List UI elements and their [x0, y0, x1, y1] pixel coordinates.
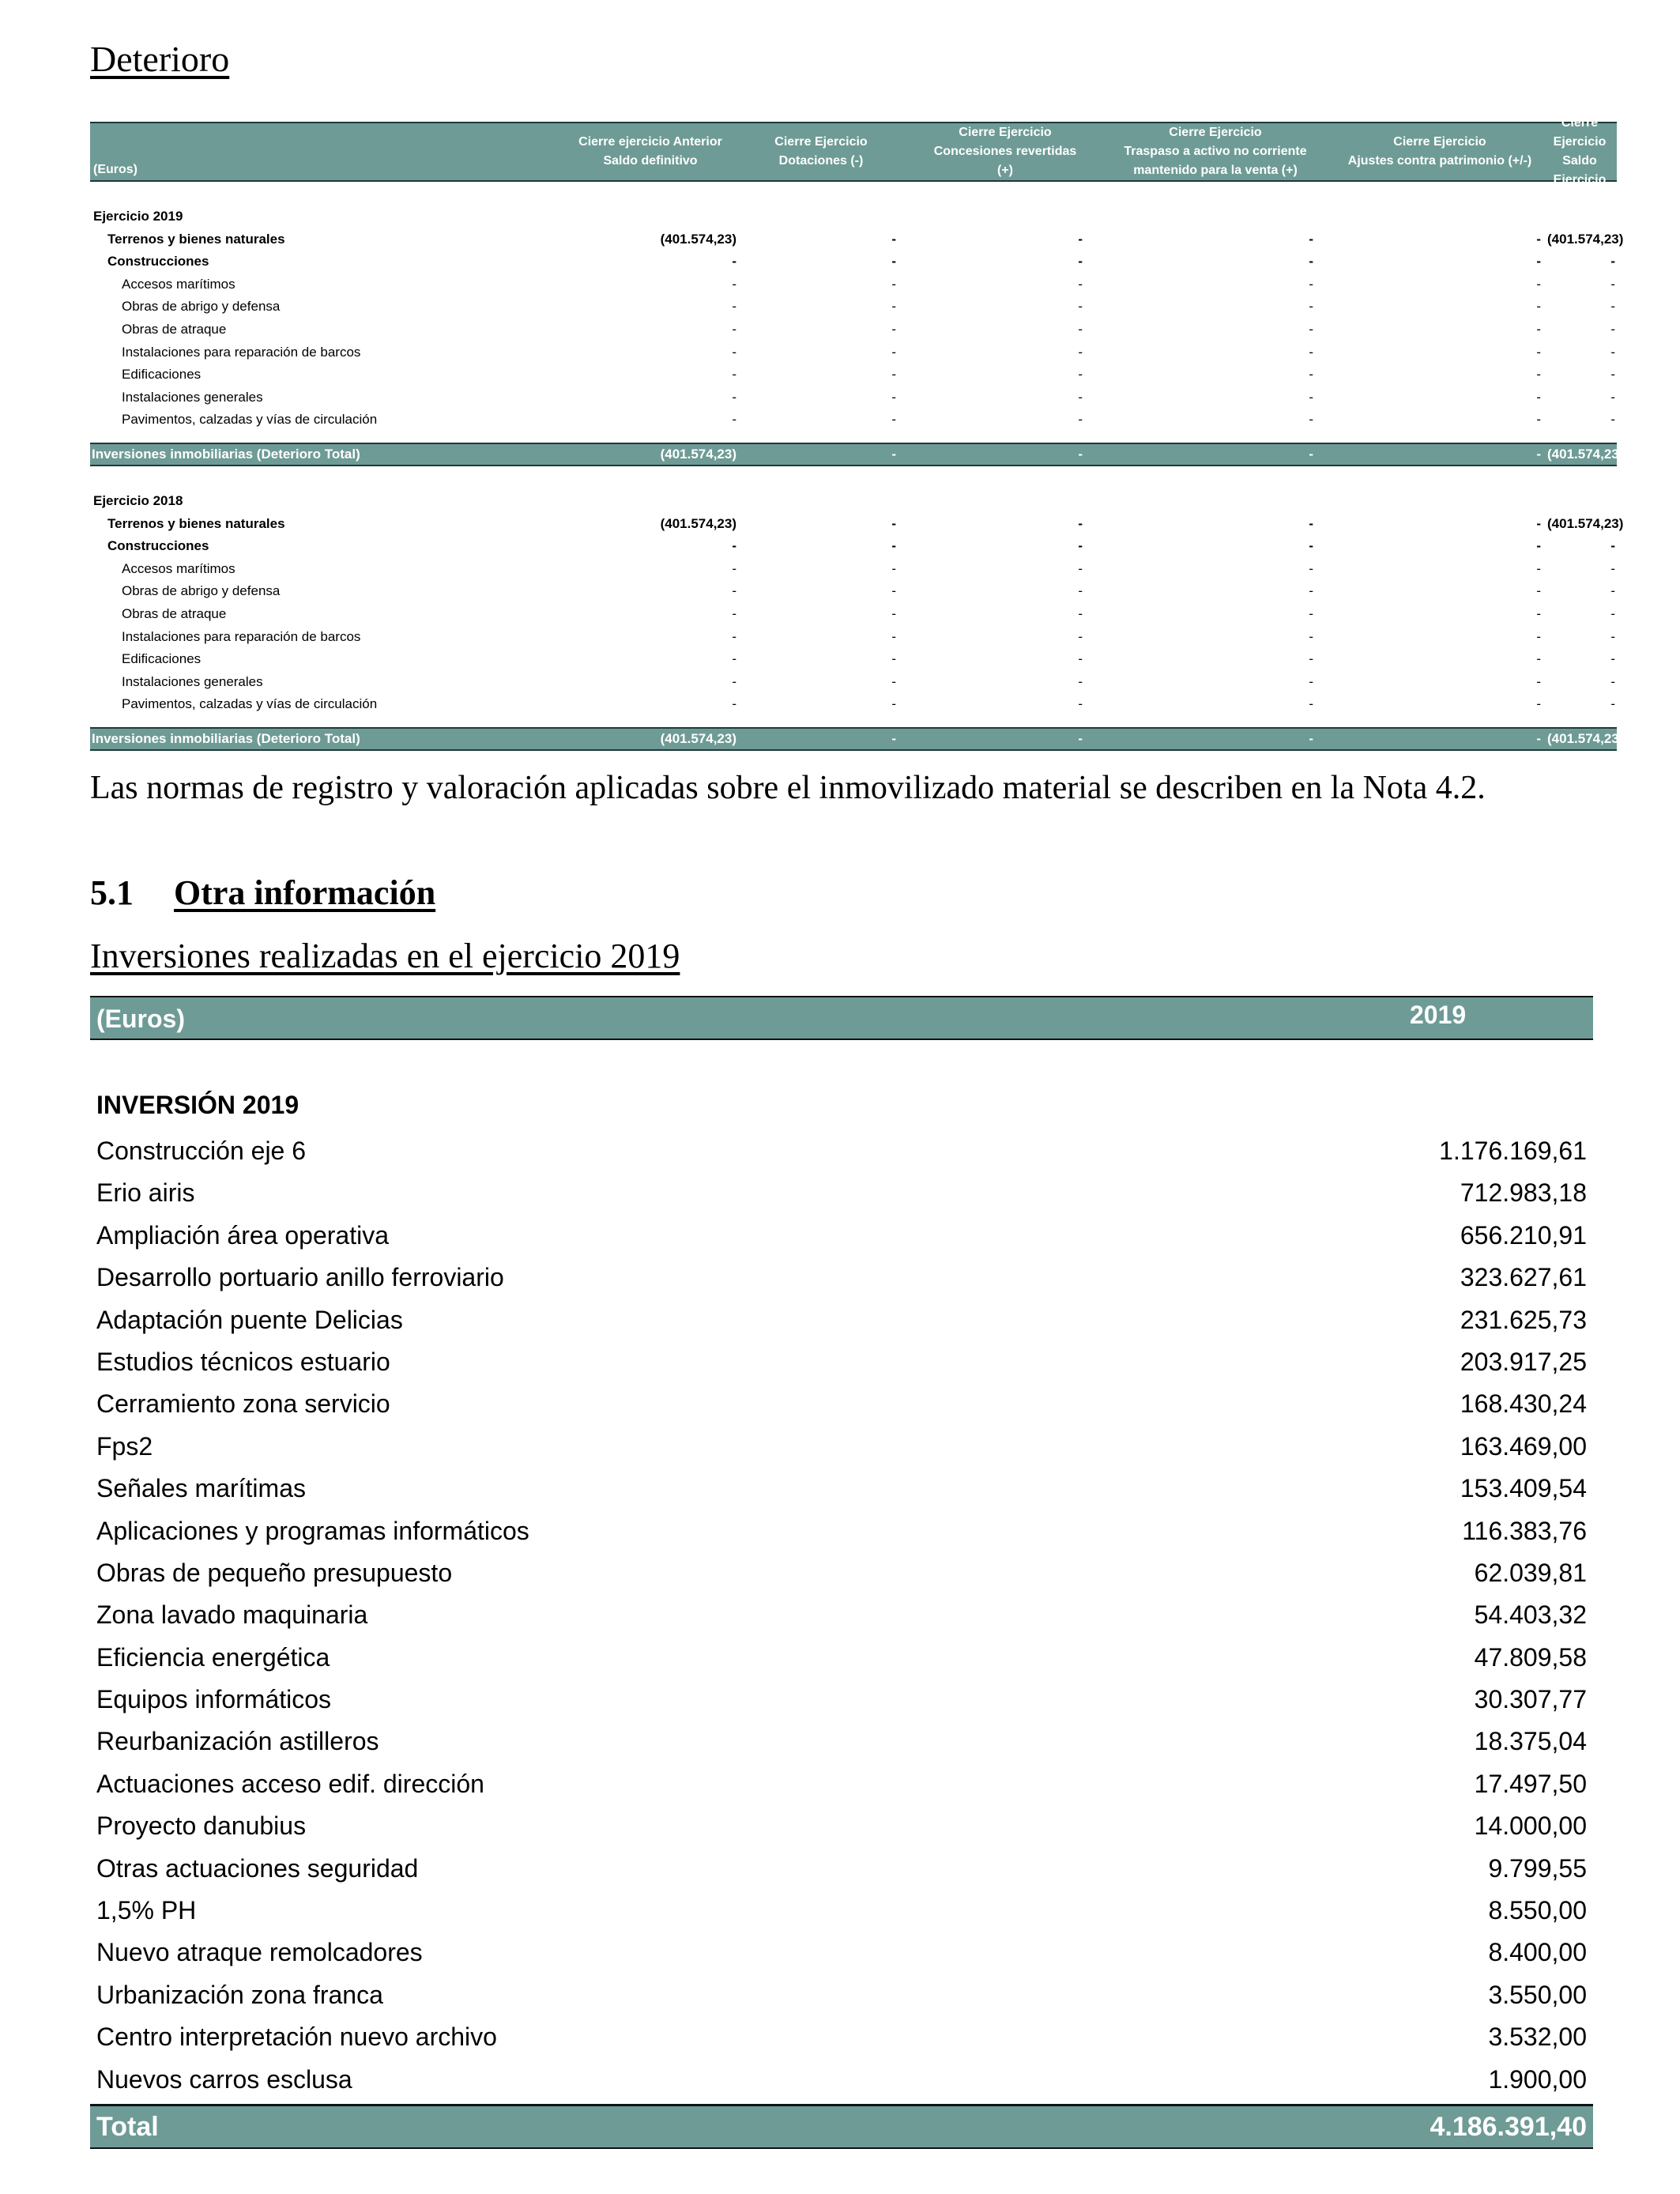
header-col-6: Cierre Ejercicio Saldo Ejercicio	[1553, 116, 1607, 187]
deterioro-row-label: Accesos marítimos	[122, 560, 235, 576]
deterioro-cell: (401.574,23)	[660, 515, 736, 531]
inversiones-year-header: 2019	[1410, 1001, 1467, 1029]
deterioro-cell: -	[1078, 254, 1083, 270]
deterioro-cell: -	[1309, 412, 1313, 428]
deterioro-cell: -	[1309, 321, 1313, 337]
inversion-value: 17.497,50	[1474, 1769, 1587, 1798]
inversion-row	[90, 1637, 1593, 1679]
deterioro-cell: -	[891, 412, 896, 428]
header-col-5: Cierre Ejercicio Ajustes contra patrimonio (+/-)	[1347, 135, 1532, 168]
deterioro-cell: -	[1610, 299, 1615, 315]
inversion-row	[90, 1426, 1593, 1468]
deterioro-cell: -	[891, 515, 896, 531]
deterioro-total-cell: -	[1309, 446, 1313, 462]
inversion-value: 8.550,00	[1488, 1896, 1587, 1925]
deterioro-cell: -	[1610, 651, 1615, 667]
deterioro-cell: -	[732, 276, 736, 292]
deterioro-cell: -	[1536, 515, 1541, 531]
deterioro-total-cell: -	[1536, 730, 1541, 746]
deterioro-total-row	[90, 443, 1624, 466]
inversiones-table	[90, 996, 1593, 2142]
deterioro-cell: -	[1078, 412, 1083, 428]
deterioro-total-cell: -	[1078, 446, 1083, 462]
inversiones-total-value: 4.186.391,40	[1430, 2112, 1587, 2142]
deterioro-cell: -	[891, 321, 896, 337]
deterioro-row	[90, 251, 1617, 273]
deterioro-row	[90, 228, 1624, 251]
inversion-label: Desarrollo portuario anillo ferroviario	[96, 1263, 504, 1292]
deterioro-block	[90, 182, 1624, 466]
deterioro-cell: -	[732, 605, 736, 621]
deterioro-row-label: Construcciones	[107, 538, 209, 554]
deterioro-cell: -	[732, 344, 736, 360]
inversion-value: 3.532,00	[1488, 2022, 1587, 2052]
inversiones-title: Inversiones realizadas en el ejercicio 2019	[90, 937, 680, 975]
deterioro-table-header	[90, 116, 1617, 187]
deterioro-cell: (401.574,23)	[1547, 231, 1624, 247]
deterioro-cell: -	[732, 299, 736, 315]
deterioro-row	[90, 580, 1617, 603]
deterioro-cell: -	[1309, 231, 1313, 247]
normas-paragraph: Las normas de registro y valoración aplicadas sobre el inmovilizado material se describen en la Nota 4.2.	[90, 770, 1486, 806]
inversion-row	[90, 1890, 1593, 1932]
deterioro-cell: -	[1309, 367, 1313, 383]
inversion-value: 8.400,00	[1488, 1938, 1587, 1967]
inversion-value: 153.409,54	[1460, 1474, 1587, 1503]
deterioro-row-label: Edificaciones	[122, 651, 202, 667]
deterioro-table-body	[90, 182, 1624, 751]
inversion-label: Adaptación puente Delicias	[96, 1305, 403, 1334]
header-col-4: Cierre Ejercicio Traspaso a activo no corriente mantenido para la venta (+)	[1124, 126, 1307, 177]
deterioro-cell: -	[1309, 254, 1313, 270]
inversiones-unit-label: (Euros)	[96, 1005, 185, 1033]
inversion-value: 14.000,00	[1474, 1811, 1587, 1841]
deterioro-cell: -	[891, 583, 896, 599]
deterioro-cell: -	[1078, 605, 1083, 621]
inversion-row	[90, 1721, 1593, 1762]
deterioro-cell: -	[732, 673, 736, 689]
deterioro-cell: -	[1610, 276, 1615, 292]
deterioro-cell: -	[1078, 389, 1083, 405]
deterioro-cell: -	[1610, 696, 1615, 712]
deterioro-row-label: Instalaciones generales	[122, 673, 263, 689]
inversion-label: Centro interpretación nuevo archivo	[96, 2022, 497, 2052]
deterioro-total-row	[90, 727, 1624, 751]
inversiones-total-row	[90, 2104, 1593, 2149]
deterioro-cell: (401.574,23)	[1547, 515, 1624, 531]
inversion-row	[90, 1932, 1593, 1973]
deterioro-cell: -	[1536, 344, 1541, 360]
inversion-value: 3.550,00	[1488, 1980, 1587, 2009]
deterioro-cell: -	[732, 254, 736, 270]
inversion-row	[90, 1510, 1593, 1552]
inversion-row	[90, 1594, 1593, 1636]
inversion-label: Señales marítimas	[96, 1474, 306, 1503]
deterioro-cell: -	[1309, 651, 1313, 667]
deterioro-cell: -	[1309, 605, 1313, 621]
deterioro-cell: (401.574,23)	[660, 231, 736, 247]
section-title: Otra información	[174, 873, 436, 912]
deterioro-row-label: Construcciones	[107, 254, 209, 270]
inversion-row	[90, 1341, 1593, 1383]
deterioro-cell: -	[1610, 628, 1615, 644]
inversion-value: 323.627,61	[1460, 1263, 1587, 1292]
deterioro-cell: -	[1309, 673, 1313, 689]
deterioro-cell: -	[891, 560, 896, 576]
deterioro-cell: -	[1309, 276, 1313, 292]
deterioro-row	[90, 319, 1617, 341]
deterioro-cell: -	[891, 673, 896, 689]
deterioro-cell: -	[1309, 389, 1313, 405]
deterioro-row	[90, 558, 1617, 581]
inversion-row	[90, 1552, 1593, 1594]
inversion-value: 712.983,18	[1460, 1178, 1587, 1208]
inversiones-section-label: INVERSIÓN 2019	[96, 1091, 299, 1119]
deterioro-row-label: Instalaciones para reparación de barcos	[122, 628, 361, 644]
deterioro-cell: -	[891, 389, 896, 405]
deterioro-cell: -	[891, 605, 896, 621]
inversion-value: 203.917,25	[1460, 1347, 1587, 1376]
inversion-label: Construcción eje 6	[96, 1137, 307, 1165]
inversiones-table-header	[90, 996, 1593, 1040]
deterioro-cell: -	[1309, 628, 1313, 644]
inversion-label: Urbanización zona franca	[96, 1980, 383, 2009]
deterioro-year-row	[90, 205, 1617, 228]
inversion-label: Obras de pequeño presupuesto	[96, 1558, 453, 1587]
deterioro-cell: -	[1078, 696, 1083, 712]
inversion-value: 1.900,00	[1488, 2064, 1587, 2094]
deterioro-cell: -	[1610, 538, 1615, 554]
deterioro-cell: -	[891, 276, 896, 292]
deterioro-year-label: Ejercicio 2019	[93, 209, 183, 224]
deterioro-cell: -	[1078, 560, 1083, 576]
deterioro-cell: -	[1078, 367, 1083, 383]
deterioro-row-label: Obras de atraque	[122, 605, 227, 621]
inversion-row	[90, 1679, 1593, 1721]
deterioro-row-label: Terrenos y bienes naturales	[107, 515, 285, 531]
deterioro-cell: -	[1536, 583, 1541, 599]
deterioro-row	[90, 535, 1617, 558]
deterioro-cell: -	[891, 231, 896, 247]
deterioro-cell: -	[1610, 605, 1615, 621]
deterioro-cell: -	[1078, 231, 1083, 247]
deterioro-total-cell: (401.574,23)	[1547, 446, 1624, 462]
deterioro-cell: -	[1078, 276, 1083, 292]
deterioro-cell: -	[732, 696, 736, 712]
inversion-value: 30.307,77	[1474, 1685, 1587, 1714]
deterioro-total-label: Inversiones inmobiliarias (Deterioro Total)	[92, 446, 360, 462]
deterioro-cell: -	[891, 628, 896, 644]
deterioro-row	[90, 603, 1617, 626]
deterioro-total-label: Inversiones inmobiliarias (Deterioro Total)	[92, 730, 360, 746]
inversion-value: 168.430,24	[1460, 1389, 1587, 1419]
deterioro-title: Deterioro	[90, 39, 230, 79]
inversion-row	[90, 1468, 1593, 1510]
inversion-label: Otras actuaciones seguridad	[96, 1853, 419, 1883]
deterioro-cell: -	[1610, 412, 1615, 428]
deterioro-cell: -	[1536, 628, 1541, 644]
deterioro-cell: -	[1536, 299, 1541, 315]
inversion-label: Cerramiento zona servicio	[96, 1389, 390, 1419]
deterioro-cell: -	[1536, 560, 1541, 576]
deterioro-cell: -	[1078, 673, 1083, 689]
inversion-value: 18.375,04	[1474, 1727, 1587, 1756]
deterioro-cell: -	[1536, 231, 1541, 247]
deterioro-cell: -	[1078, 538, 1083, 554]
deterioro-row-label: Obras de abrigo y defensa	[122, 583, 281, 599]
inversion-label: Reurbanización astilleros	[96, 1727, 379, 1756]
deterioro-cell: -	[732, 560, 736, 576]
inversion-value: 656.210,91	[1460, 1220, 1587, 1250]
deterioro-cell: -	[1309, 696, 1313, 712]
deterioro-row	[90, 648, 1617, 671]
inversion-label: Equipos informáticos	[96, 1685, 332, 1714]
deterioro-cell: -	[1078, 628, 1083, 644]
deterioro-row-label: Accesos marítimos	[122, 276, 235, 292]
deterioro-year-row	[90, 490, 1617, 513]
deterioro-cell: -	[891, 344, 896, 360]
inversiones-rows	[90, 1130, 1593, 2101]
deterioro-row-label: Terrenos y bienes naturales	[107, 231, 285, 247]
deterioro-cell: -	[1610, 583, 1615, 599]
deterioro-cell: -	[732, 583, 736, 599]
deterioro-row	[90, 273, 1617, 296]
deterioro-cell: -	[1536, 321, 1541, 337]
inversion-label: 1,5% PH	[96, 1896, 197, 1925]
header-col-1: Cierre ejercicio Anterior Saldo definitivo	[578, 135, 722, 168]
deterioro-cell: -	[732, 538, 736, 554]
deterioro-cell: -	[891, 651, 896, 667]
deterioro-cell: -	[891, 538, 896, 554]
inversion-row	[90, 1974, 1593, 2016]
inversion-label: Proyecto danubius	[96, 1811, 307, 1841]
deterioro-cell: -	[1536, 276, 1541, 292]
header-col-2: Cierre Ejercicio Dotaciones (-)	[774, 135, 868, 168]
deterioro-cell: -	[891, 299, 896, 315]
deterioro-table	[90, 116, 1624, 751]
inversion-row	[90, 1257, 1593, 1299]
inversion-row	[90, 2059, 1593, 2101]
inversion-row	[90, 1215, 1593, 1257]
inversion-label: Actuaciones acceso edif. dirección	[96, 1769, 484, 1798]
deterioro-row	[90, 341, 1617, 364]
inversion-row	[90, 1130, 1593, 1172]
deterioro-cell: -	[1536, 254, 1541, 270]
inversion-row	[90, 1172, 1593, 1214]
inversion-label: Erio airis	[96, 1178, 195, 1208]
inversion-value: 9.799,55	[1488, 1853, 1587, 1883]
deterioro-cell: -	[1610, 254, 1615, 270]
inversion-label: Fps2	[96, 1431, 153, 1461]
deterioro-cell: -	[891, 696, 896, 712]
deterioro-cell: -	[1309, 344, 1313, 360]
section-number: 5.1	[90, 873, 134, 912]
section-heading	[90, 873, 435, 913]
inversion-value: 62.039,81	[1474, 1558, 1587, 1587]
inversion-value: 1.176.169,61	[1439, 1137, 1587, 1165]
deterioro-total-cell: -	[891, 446, 896, 462]
deterioro-cell: -	[1309, 515, 1313, 531]
inversion-label: Nuevos carros esclusa	[96, 2064, 352, 2094]
deterioro-row-label: Obras de abrigo y defensa	[122, 299, 281, 315]
deterioro-cell: -	[1309, 583, 1313, 599]
deterioro-total-cell: -	[1536, 446, 1541, 462]
deterioro-cell: -	[732, 412, 736, 428]
deterioro-cell: -	[1610, 560, 1615, 576]
inversion-row	[90, 1383, 1593, 1425]
deterioro-row-label: Obras de atraque	[122, 321, 227, 337]
deterioro-row	[90, 296, 1617, 319]
inversion-row	[90, 1805, 1593, 1847]
inversion-label: Aplicaciones y programas informáticos	[96, 1516, 529, 1545]
deterioro-row	[90, 364, 1617, 386]
deterioro-row	[90, 386, 1617, 409]
deterioro-cell: -	[891, 367, 896, 383]
inversion-label: Eficiencia energética	[96, 1642, 330, 1672]
deterioro-row	[90, 513, 1624, 536]
inversion-value: 47.809,58	[1474, 1642, 1587, 1672]
deterioro-cell: -	[732, 651, 736, 667]
inversion-label: Ampliación área operativa	[96, 1220, 389, 1250]
inversiones-total-label: Total	[96, 2112, 159, 2142]
deterioro-cell: -	[1078, 299, 1083, 315]
deterioro-cell: -	[732, 367, 736, 383]
deterioro-cell: -	[1309, 299, 1313, 315]
deterioro-cell: -	[1536, 367, 1541, 383]
deterioro-cell: -	[1536, 673, 1541, 689]
inversion-label: Zona lavado maquinaria	[96, 1600, 368, 1630]
inversion-value: 54.403,32	[1474, 1600, 1587, 1630]
deterioro-row	[90, 626, 1617, 649]
deterioro-cell: -	[1610, 673, 1615, 689]
deterioro-cell: -	[1536, 412, 1541, 428]
deterioro-cell: -	[1536, 651, 1541, 667]
deterioro-total-cell: -	[1078, 730, 1083, 746]
inversion-value: 116.383,76	[1462, 1516, 1587, 1545]
deterioro-cell: -	[1536, 696, 1541, 712]
deterioro-block	[90, 466, 1624, 751]
deterioro-row-label: Edificaciones	[122, 367, 202, 383]
deterioro-cell: -	[1078, 651, 1083, 667]
inversion-value: 231.625,73	[1460, 1305, 1587, 1334]
deterioro-cell: -	[1309, 538, 1313, 554]
deterioro-row	[90, 409, 1617, 432]
deterioro-cell: -	[1536, 538, 1541, 554]
deterioro-row-label: Instalaciones generales	[122, 389, 263, 405]
deterioro-row	[90, 693, 1617, 716]
inversion-value: 163.469,00	[1460, 1431, 1587, 1461]
deterioro-row-label: Instalaciones para reparación de barcos	[122, 344, 361, 360]
deterioro-row-label: Pavimentos, calzadas y vías de circulación	[122, 696, 378, 712]
inversion-row	[90, 1763, 1593, 1805]
deterioro-cell: -	[1610, 367, 1615, 383]
deterioro-cell: -	[732, 389, 736, 405]
deterioro-cell: -	[1610, 344, 1615, 360]
header-col-3: Cierre Ejercicio Concesiones revertidas (+)	[933, 126, 1077, 177]
deterioro-year-label: Ejercicio 2018	[93, 492, 183, 508]
deterioro-total-cell: (401.574,23)	[660, 730, 736, 746]
deterioro-cell: -	[1078, 515, 1083, 531]
deterioro-cell: -	[1078, 321, 1083, 337]
deterioro-cell: -	[1536, 605, 1541, 621]
deterioro-cell: -	[1078, 583, 1083, 599]
deterioro-cell: -	[1536, 389, 1541, 405]
deterioro-cell: -	[732, 321, 736, 337]
inversion-label: Estudios técnicos estuario	[96, 1347, 390, 1376]
deterioro-total-cell: (401.574,23)	[660, 446, 736, 462]
deterioro-unit-label: (Euros)	[93, 163, 137, 176]
deterioro-cell: -	[1309, 560, 1313, 576]
inversion-label: Nuevo atraque remolcadores	[96, 1938, 423, 1967]
deterioro-cell: -	[1610, 389, 1615, 405]
deterioro-total-cell: -	[891, 730, 896, 746]
inversion-row	[90, 1848, 1593, 1890]
inversion-row	[90, 1299, 1593, 1341]
deterioro-row	[90, 671, 1617, 694]
deterioro-cell: -	[891, 254, 896, 270]
deterioro-cell: -	[1078, 344, 1083, 360]
deterioro-total-cell: (401.574,23)	[1547, 730, 1624, 746]
deterioro-total-cell: -	[1309, 730, 1313, 746]
deterioro-row-label: Pavimentos, calzadas y vías de circulación	[122, 412, 378, 428]
inversion-row	[90, 2016, 1593, 2058]
deterioro-cell: -	[732, 628, 736, 644]
deterioro-cell: -	[1610, 321, 1615, 337]
